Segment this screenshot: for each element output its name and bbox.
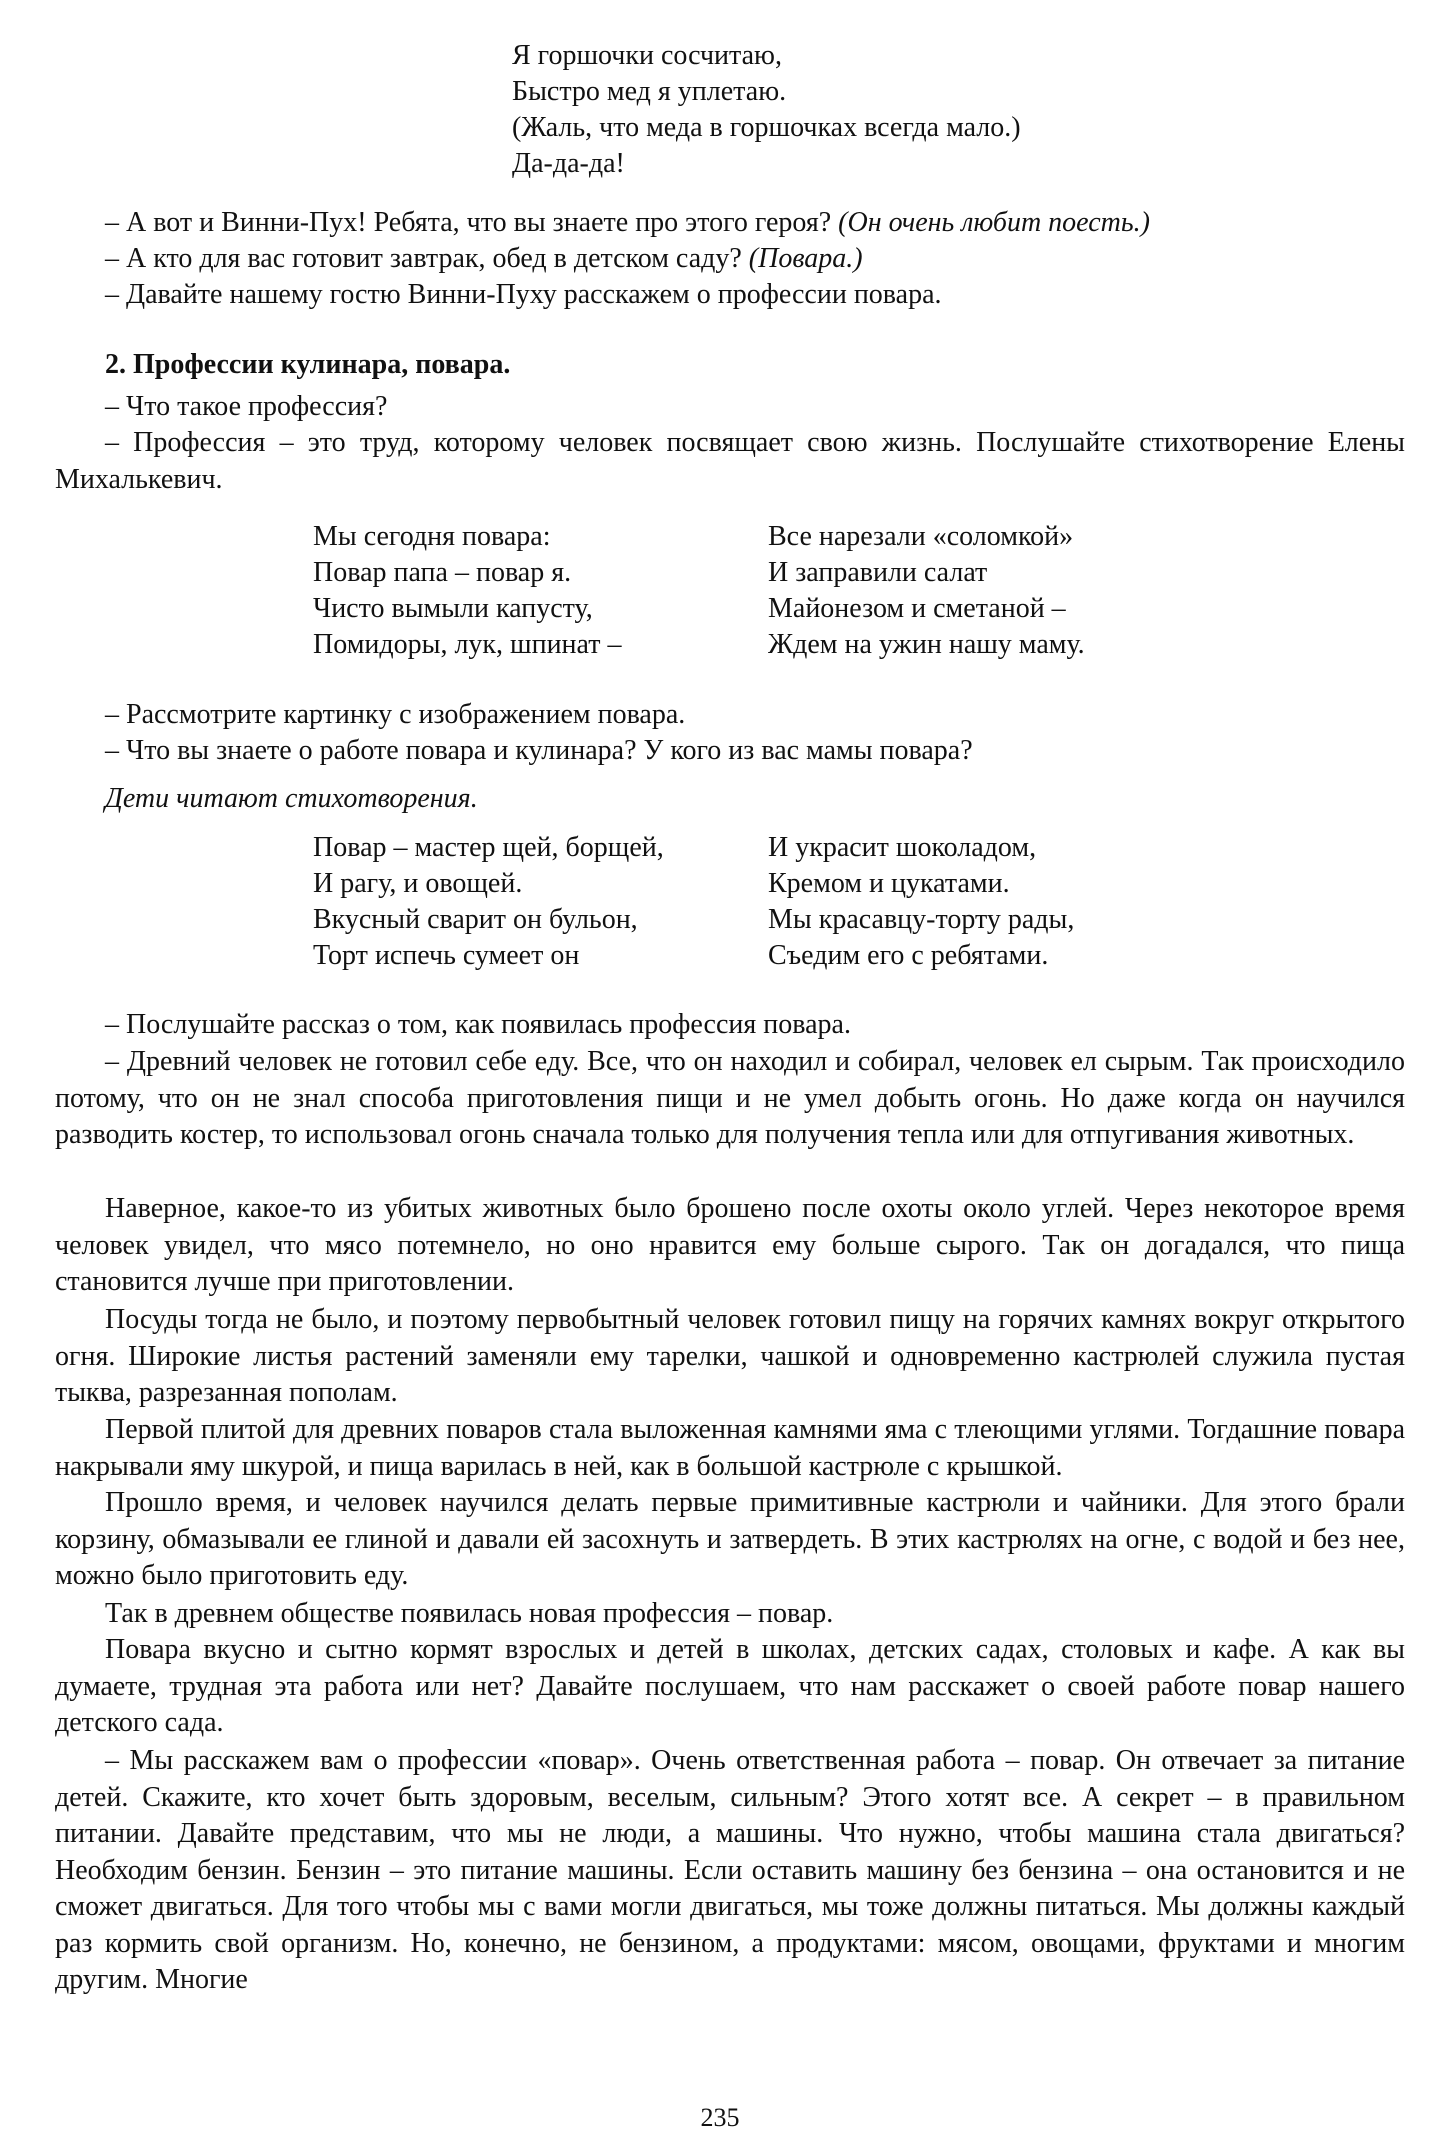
- page-number: 235: [700, 2103, 740, 2132]
- poem-line: Я горшочки сосчитаю,: [512, 40, 782, 71]
- poem-column-right: [768, 830, 1074, 974]
- dialogue-line: – Давайте нашему гостю Винни-Пуху расскажем о профессии повара.: [105, 279, 942, 310]
- poem-line: Майонезом и сметаной –: [768, 593, 1066, 624]
- poem-line: Мы красавцу-торту рады,: [768, 904, 1075, 935]
- poem-column-right: [768, 519, 1085, 663]
- paragraph: Повара вкусно и сытно кормят взрослых и детей в школах, детских садах, столовых и кафе. А как вы думаете, трудная эта работа или нет? Давайте послушаем, что нам расскажет о своей работе повар нашего детского сада.: [55, 1634, 1405, 1738]
- poem-line: Чисто вымыли капусту,: [313, 593, 593, 624]
- poem-line: Повар – мастер щей, борщей,: [313, 832, 664, 863]
- poem-line: (Жаль, что меда в горшочках всегда мало.): [512, 112, 1021, 143]
- poem-line: Да-да-да!: [512, 148, 625, 179]
- poem-column-left: [313, 519, 621, 663]
- poem-line: Кремом и цукатами.: [768, 868, 1010, 899]
- dialogue-block: [105, 205, 1150, 313]
- poem-line: Повар папа – повар я.: [313, 557, 572, 588]
- poem-line: И украсит шоколадом,: [768, 832, 1037, 863]
- question-text: – А вот и Винни-Пух! Ребята, что вы знаете про этого героя?: [105, 207, 832, 238]
- question-text: – А кто для вас готовит завтрак, обед в детском саду?: [105, 243, 742, 274]
- dialogue-line: – Рассмотрите картинку с изображением повара.: [105, 699, 686, 730]
- section-heading: 2. Профессии кулинара, повара.: [105, 349, 511, 380]
- stage-note: Дети читают стихотворения.: [105, 783, 478, 814]
- answer-text: (Он очень любит поесть.): [838, 207, 1150, 238]
- answer-text: (Повара.): [748, 243, 863, 274]
- poem-line: И рагу, и овощей.: [313, 868, 523, 899]
- paragraph: Первой плитой для древних поваров стала выложенная камнями яма с тлеющими углями. Тогдашние повара накрывали яму шкурой, и пища варилась в ней, как в большой кастрюле с крышкой.: [55, 1414, 1405, 1482]
- poem-line: Быстро мед я уплетаю.: [512, 76, 787, 107]
- paragraph: Наверное, какое-то из убитых животных было брошено после охоты около углей. Через некоторое время человек увидел, что мясо потемнело, но оно нравится ему больше сырого. Так он догадался, что пища становится лучше при приготовлении.: [55, 1193, 1405, 1297]
- poem-line: Все нарезали «соломкой»: [768, 521, 1074, 552]
- dialogue-line: – Что вы знаете о работе повара и кулинара? У кого из вас мамы повара?: [105, 735, 973, 766]
- poem-line: Вкусный сварит он бульон,: [313, 904, 638, 935]
- paragraph: Прошло время, и человек научился делать первые примитивные кастрюли и чайники. Для этого брали корзину, обмазывали ее глиной и давали ей засохнуть и затвердеть. В этих кастрюлях на огне, с водой и без нее, можно было приготовить еду.: [55, 1487, 1405, 1591]
- paragraph: Посуды тогда не было, и поэтому первобытный человек готовил пищу на горячих камнях вокруг открытого огня. Широкие листья растений заменяли ему тарелки, чашкой и одновременно кастрюлей служила пустая тыква, разрезанная пополам.: [55, 1304, 1405, 1408]
- paragraph: – Древний человек не готовил себе еду. Все, что он находил и собирал, человек ел сырым. Так происходило потому, что он не знал способа приготовления пищи и не умел добыть огонь. Но даже когда он научился разводить костер, то использовал огонь сначала только для получения тепла или для отпугивания животных.: [55, 1046, 1405, 1150]
- story-intro: – Послушайте рассказ о том, как появилась профессия повара.: [105, 1009, 851, 1040]
- poem-line: И заправили салат: [768, 557, 988, 588]
- poem-line: Помидоры, лук, шпинат –: [313, 629, 622, 660]
- poem-line: Мы сегодня повара:: [313, 521, 551, 552]
- dialogue-line: [105, 205, 1150, 241]
- poem-line: Торт испечь сумеет он: [313, 940, 580, 971]
- dialogue-line: – Что такое профессия?: [105, 391, 388, 422]
- paragraph: – Мы расскажем вам о профессии «повар». Очень ответственная работа – повар. Он отвечает за питание детей. Скажите, кто хочет быть здоровым, веселым, сильным? Этого хотят все. А секрет – в правильном питании. Давайте представим, что мы не люди, а машины. Что нужно, чтобы машина стала двигаться? Необходим бензин. Бензин – это питание машины. Если оставить машину без бензина – она остановится и не сможет двигаться. Для того чтобы мы с вами могли двигаться, мы тоже должны питаться. Мы должны каждый раз кормить свой организм. Но, конечно, не бензином, а продуктами: мясом, овощами, фруктами и многим другим. Многие: [55, 1745, 1405, 1995]
- poem-line: Ждем на ужин нашу маму.: [768, 629, 1085, 660]
- dialogue-line: [105, 241, 1150, 277]
- poem-line: Съедим его с ребятами.: [768, 940, 1049, 971]
- paragraph: – Профессия – это труд, которому человек посвящает свою жизнь. Послушайте стихотворение Елены Михалькевич.: [55, 427, 1405, 495]
- intro-poem: [512, 38, 1021, 182]
- dialogue-block: [105, 697, 973, 769]
- poem-column-left: [313, 830, 664, 974]
- paragraph: Так в древнем обществе появилась новая профессия – повар.: [105, 1598, 834, 1629]
